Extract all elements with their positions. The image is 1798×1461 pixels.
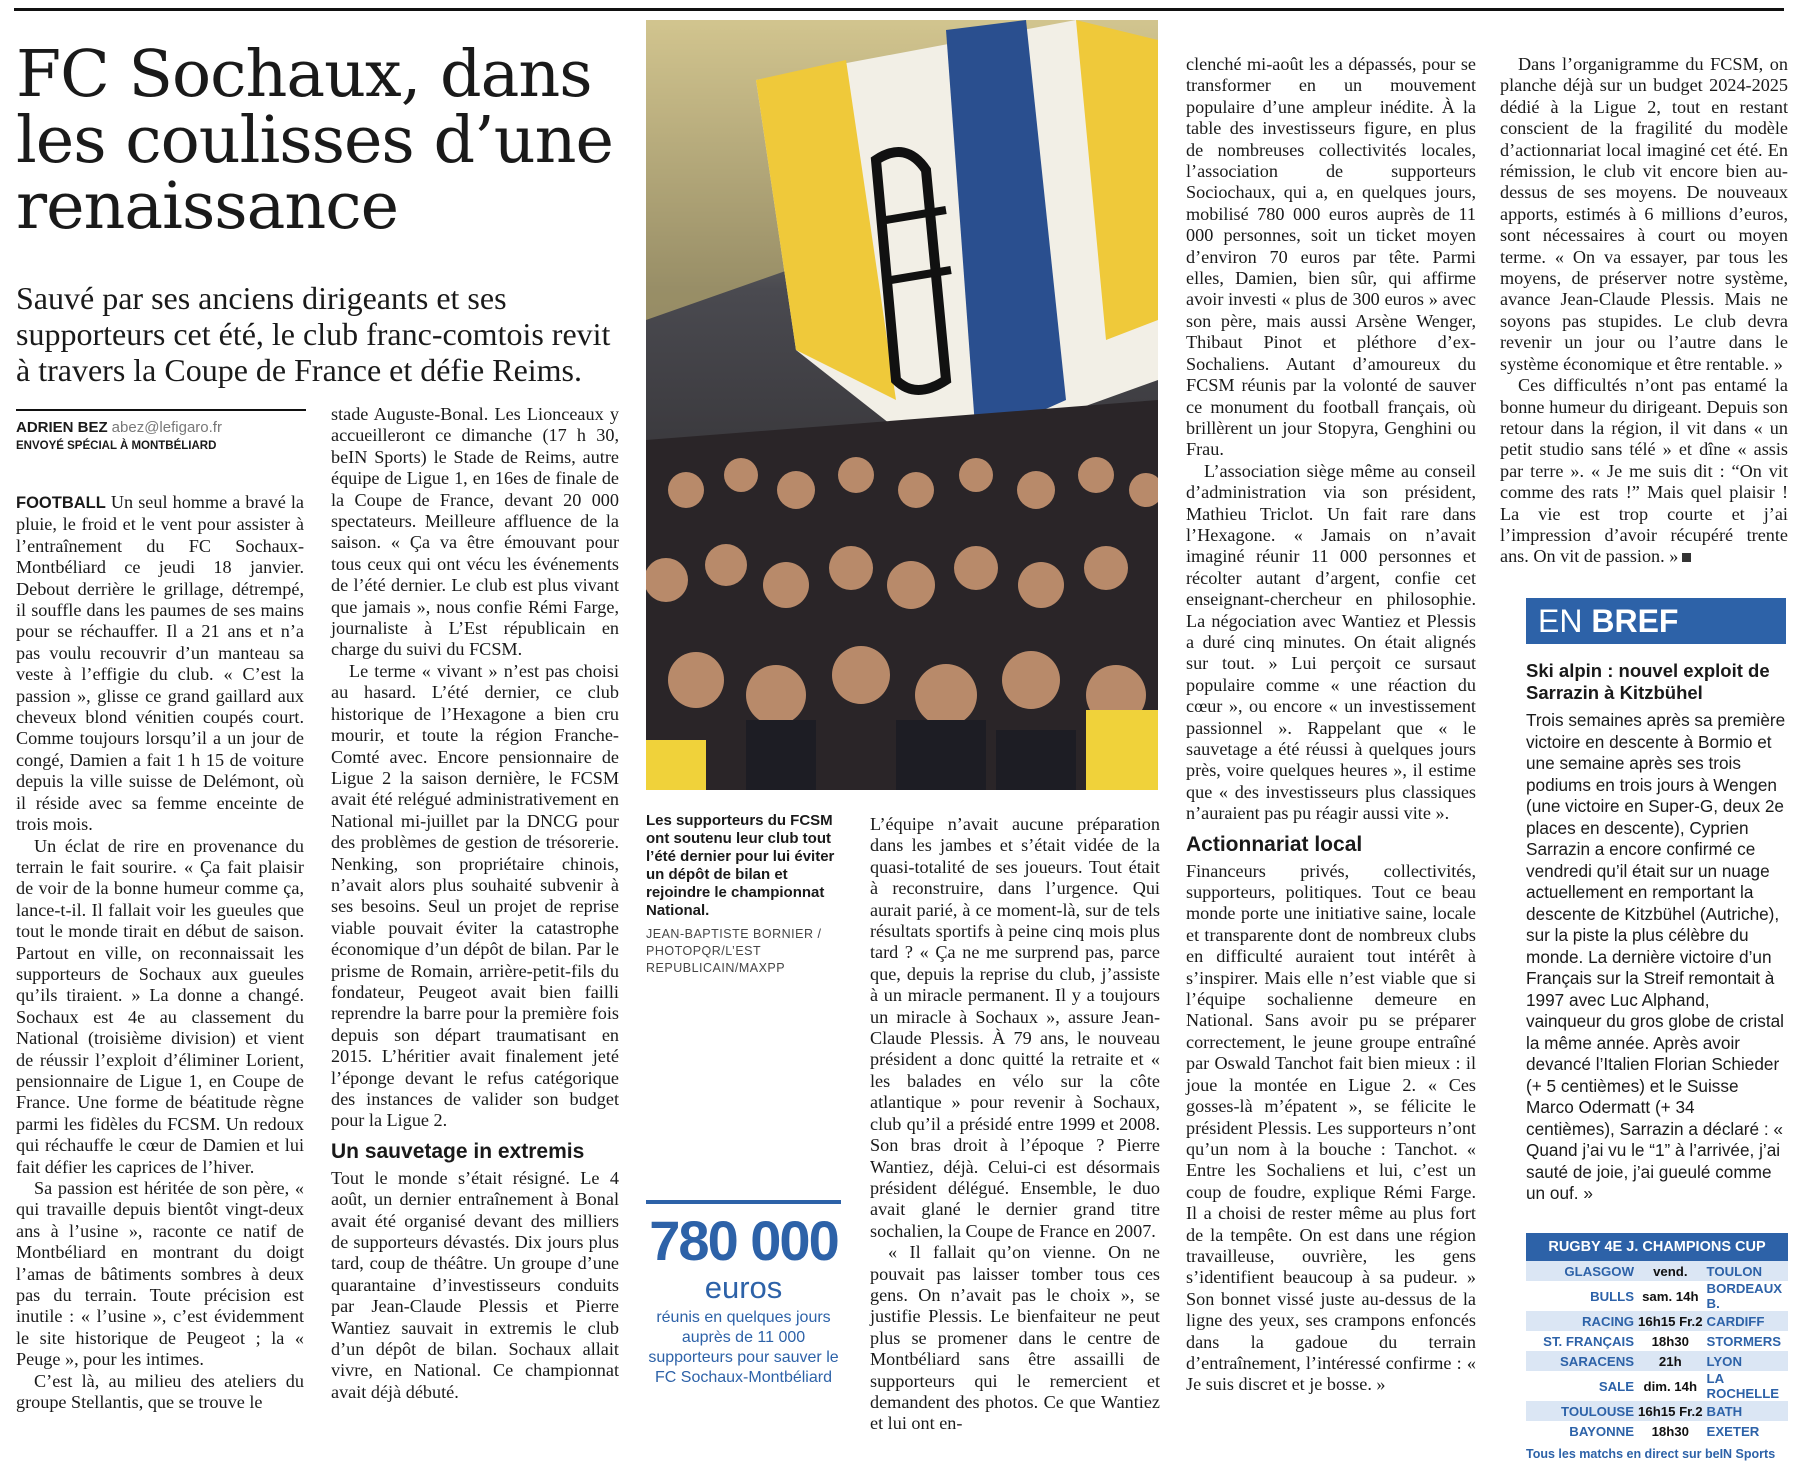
author-role: ENVOYÉ SPÉCIAL À MONTBÉLIARD [16,440,217,452]
table-row: TOULOUSE 16h15 Fr.2 BATH [1526,1401,1788,1421]
photo-caption: Les supporteurs du FCSM ont soutenu leur club tout l’été dernier pour lui éviter un dépôt de bilan et rejoindre le championnat National. [646,812,835,919]
table-row: BAYONNE 18h30 EXETER [1569,1423,1760,1439]
subhead-sauvetage: Un sauvetage in extremis [331,1139,585,1163]
paragraph: Un éclat de rire en provenance du terrain le fait sourire. « Ça fait plaisir de voir de la bonne humeur comme ça, lance-t-il. Il fallait voir les gueules que tout le monde tirait en début de saison. Partout en ville, on reconnaissait les supporteurs de Sochaux aux gueules qu’ils tiraient. » La donne a changé. Sochaux est 4e au classement du National (troisième division) et vient de réussir l’exploit d’éliminer Lorient, pensionnaire de Ligue 1, en Coupe de France. Une forme de béatitude règne parmi les fidèles du FCSM. Un redoux qui réchauffe le cœur de Damien et lui fait défier les caprices de l’hiver. [16,835,304,1177]
en-bref-label: EN [1538,603,1583,639]
paragraph: clenché mi-août les a dépassés, pour se transformer en un mouvement populaire d’une ampleur inédite. À la table des investisseurs figure, en plus de nombreuses collectivités locales, l’association de supporteurs Sociochaux, qui a, en quelques jours, mobilisé 780 000 euros auprès de 11 000 personnes, soit un ticket moyen d’environ 70 euros par tête. Parmi elles, Damien, bien sûr, qui affirme avoir investi « plus de 300 euros » avec son père, mais aussi Arsène Wenger, Thibaut Pinot et pléthore d’ex-Sochaliens. Autant d’amoureux du FCSM réunis par la volonté de sauver ce monument du football français, où brillèrent un jour Stopyra, Genghini ou Frau. [1186,54,1476,460]
table-row: RACING 16h15 Fr.2 CARDIFF [1526,1311,1788,1331]
supporters-illustration [646,20,1158,790]
paragraph: Dans l’organigramme du FCSM, on planche déjà sur un budget 2024-2025 dédié à la Ligue 2, tout en restant conscient de la fragilité du modèle d’actionnariat local imaginé cet été. En rémission, le club vit encore bien au-dessus de ses moyens. De nouveaux apports, estimés à 6 millions d’euros, sont nécessaires à court ou moyen terme. « On va essayer, par tous les moyens, de préserver notre système, avance Jean-Claude Plessis. Mais ne soyons pas stupides. Le club devra revenir un jour ou l’autre dans le système économique et être rentable. » [1500,54,1788,374]
deck: Sauvé par ses anciens dirigeants et ses supporteurs cet été, le club franc-comtois revit à travers la Coupe de France et défie Reims. [16,280,611,388]
en-bref-banner [1526,598,1786,644]
paragraph: stade Auguste-Bonal. Les Lionceaux y accueilleront ce dimanche (17 h 30, beIN Sports) le Stade de Reims, autre équipe de Ligue 1, en 16es de finale de la Coupe de France, devant 20 000 spectateurs. Meilleure affluence de la saison. « Ça va être émouvant pour tous ceux qui ont vécu les événements de l’été dernier. Le club est plus vivant que jamais », nous confie Rémi Farge, journaliste à L’Est républicain en charge du suivi du FCSM. [331,404,619,660]
bref-headline: Ski alpin : nouvel exploit de Sarrazin à Kitzbühel [1526,660,1770,703]
stat-number: 780 000 [649,1209,838,1272]
column-5 [1500,54,1788,568]
photo-caption-block [646,812,836,977]
en-bref-label-bold: BREF [1591,603,1679,639]
paragraph: « Il fallait qu’on vienne. On ne pouvait pas laisser tomber tous ces gens. On n’avait pas le choix », se justifie Plessis. Le bienfaiteur ne peut plus se promener dans le centre de Montbéliard sans être assailli de supporteurs qui le remercient et demandent des photos. Ce que Wantiez et lui ont en- [870,1242,1160,1434]
paragraph: Tout le monde s’était résigné. Le 4 août, un dernier entraînement à Bonal avait été organisé devant des milliers de supporteurs dévastés. Dix jours plus tard, coup de théâtre. Un groupe d’une quarantaine d’investisseurs conduits par Jean-Claude Plessis et Pierre Wantiez sauvait in extremis le club d’un dépôt de bilan. Sochaux allait vivre, en National. Ce championnat avait déjà débuté. [331,1167,619,1402]
supporters-photo [646,20,1158,790]
byline [16,409,306,452]
rugby-header: RUGBY 4E J. CHAMPIONS CUP [1526,1233,1788,1261]
paragraph: Sa passion est héritée de son père, « qui travaille depuis bientôt vingt-deux ans à l’usine », raconte ce natif de Montbéliard en montrant du doigt l’amas de bâtiments sombres à deux pas du terrain. Toute précision est inutile : « l’usine », c’est évidemment le site historique de Peugeot ; la « Peuge », pour les intimes. [16,1178,304,1370]
stat-unit: euros [704,1270,783,1305]
stat-description: réunis en quelques jours auprès de 11 000 supporteurs pour sauver le FC Sochaux-Montbéliard [648,1309,839,1386]
rugby-fixtures [1526,1233,1788,1461]
column-2 [331,404,619,1403]
author-email: abez@lefigaro.fr [111,419,222,436]
paragraph: Financeurs privés, collectivités, supporteurs, politiques. Tout ce beau monde porte une initiative saine, locale et transparente dont de nombreux clubs en difficulté auraient tout intérêt à s’inspirer. Mais elle n’est viable que si l’équipe sochalienne demeure en National. Sans avoir pu se préparer correctement, le jeune groupe entraîné par Oswald Tanchot fait bien mieux : il joue la montée en Ligue 2. « Ces gosses-là m’épatent », se félicite le président Plessis. Les supporteurs n’ont qu’un nom à la bouche : Tanchot. « Entre les Sochaliens et lui, c’est un coup de foudre, explique Rémi Farge. Il a choisi de rester même au plus fort de la tempête. On est dans une région travailleuse, ouvrière, les gens s’identifient beaucoup à sa pudeur. » Son bonnet vissé juste au-dessus de la ligne des yeux, ses crampons enfoncés dans la gadoue du terrain d’entraînement, l’intéressé confirme : « Je suis discret et je bosse. » [1186,860,1476,1395]
column-3 [870,814,1160,1435]
author-name: ADRIEN BEZ [16,419,108,436]
table-row: SARACENS 21h LYON [1526,1351,1788,1371]
table-row: GLASGOW vend. TOULON [1526,1261,1788,1281]
column-1 [16,492,304,1413]
photo-credit: JEAN-BAPTISTE BORNIER / PHOTOPQR/L’EST REPUBLICAIN/MAXPP [646,927,822,975]
bref-body [1526,710,1788,1205]
paragraph: L’association siège même au conseil d’administration via son président, Mathieu Triclot. Un fait rare dans l’Hexagone. « Jamais on n’avait imaginé réunir 11 000 personnes et récolter autant d’argent, confie cet enseignant-chercheur en philosophie. La négociation avec Wantiez et Plessis a duré cinq minutes. On était alignés sur tout. » Lui perçoit ce sursaut populaire comme « une réaction du cœur », ou encore « un investissement passionnel ». Rappelant que « le sauvetage a été réussi à quelques jours près, voire quelques heures », il estime que « des investisseurs plus classiques n’auraient pas pu réagir aussi vite ». [1186,460,1476,824]
table-row: BULLS sam. 14h BORDEAUX B. [1590,1281,1783,1311]
paragraph: FOOTBALL Un seul homme a bravé la pluie, le froid et le vent pour assister à l’entraînement du FC Sochaux-Montbéliard ce jeudi 18 janvier. Debout derrière le grillage, détrempé, il souffle dans les paumes de ses mains pour se réchauffer. Il a 21 ans et n’a pas voulu recouvrir d’un manteau sa veste à l’effigie du club. « C’est la passion », glisse ce grand gaillard aux cheveux blond vénitien coupés court. Comme toujours lorsqu’il a un jour de congé, Damien a fait 1 h 15 de voiture depuis la ville suisse de Delémont, où il réside avec sa femme enceinte de trois mois. [16,492,305,835]
paragraph: L’équipe n’avait aucune préparation dans les jambes et s’était vidée de la quasi-totalité de ses joueurs. Tout était à reconstruire, dans l’urgence. Qui aurait parié, à ce moment-là, sur de tels résultats sportifs à peine cinq mois plus tard ? « Ça ne me surprend pas, parce que, depuis la reprise du club, j’assiste à un miracle permanent. Il y a toujours un miracle à Sochaux », assure Jean-Claude Plessis. À 79 ans, le nouveau président a donc quitté la retraite et « les balades en vélo sur la côte atlantique » pour revenir à Sochaux, club qu’il a présidé entre 1999 et 2008. Son bras droit à l’époque ? Pierre Wantiez, déjà. Celui-ci est désormais président délégué. Ensemble, le duo avait glané le dernier grand titre sochalien, la Coupe de France en 2007. [870,814,1160,1241]
column-4 [1186,54,1476,1396]
paragraph: Ces difficultés n’ont pas entamé la bonne humeur du dirigeant. Depuis son retour dans la région, il vit dans « un petit studio sans télé » et dîne « assis par terre ». « Je me suis dit : “On vit comme des rats !” Mais quel plaisir ! La vie est trop courte et j’ai l’impression d’avoir récupéré trente ans. On vit de passion. » [1500,375,1788,567]
bref-text: Trois semaines après sa première victoire en descente à Bormio et une semaine après ses trois podiums en trois jours à Wengen (une victoire en Super-G, deux 2e places en descente), Cyprien Sarrazin a encore confirmé ce vendredi qu’il était sur un nuage actuellement en remportant la descente de Kitzbühel (Autriche), sur la piste la plus célèbre du monde. La dernière victoire d’un Français sur la Streif remontait à 1997 avec Luc Alphand, vainqueur du gros globe de cristal la même année. Après avoir devancé l’Italien Florian Schieder (+ 5 centièmes) et le Suisse Marco Odermatt (+ 34 centièmes), Sarrazin a déclaré : « Quand j’ai vu le “1” à l’arrivée, j’ai sauté de joie, j’ai gueulé comme un ouf. » [1526,710,1786,1203]
top-rule [14,8,1784,11]
end-mark-icon [1682,553,1691,562]
paragraph: Le terme « vivant » n’est pas choisi au hasard. L’été dernier, ce club historique de l’Hexagone a bien cru mourir, et toute la région Franche-Comté avec. Encore pensionnaire de Ligue 2 la saison dernière, le FCSM avait été relégué administrativement en National mi-juillet par la DNCG pour des problèmes de gestion de trésorerie. Nenking, son propriétaire chinois, n’avait alors plus souhaité subvenir à ses besoins. Seul un projet de reprise viable pouvait éviter la catastrophe économique d’un dépôt de bilan. Par le prisme de Romain, arrière-petit-fils du fondateur, Peugeot avait bien failli reprendre la barre pour la première fois depuis son départ traumatisant en 2015. L’héritier avait finalement jeté l’éponge devant le refus catégorique des instances de valider son budget pour la Ligue 2. [331,660,619,1131]
paragraph: C’est là, au milieu des ateliers du groupe Stellantis, que se trouve le [16,1370,304,1413]
table-row: ST. FRANÇAIS 18h30 STORMERS [1543,1333,1782,1349]
headline: FC Sochaux, dans les coulisses d’une renaissance [16,37,613,244]
stat-box [646,1200,841,1388]
subhead-actionnariat: Actionnariat local [1186,832,1363,856]
rugby-footer: Tous les matchs en direct sur beIN Sports [1526,1447,1776,1461]
kicker: FOOTBALL [16,494,106,512]
fixtures-table [1526,1261,1788,1441]
table-row: SALE dim. 14h LA ROCHELLE [1598,1371,1780,1401]
